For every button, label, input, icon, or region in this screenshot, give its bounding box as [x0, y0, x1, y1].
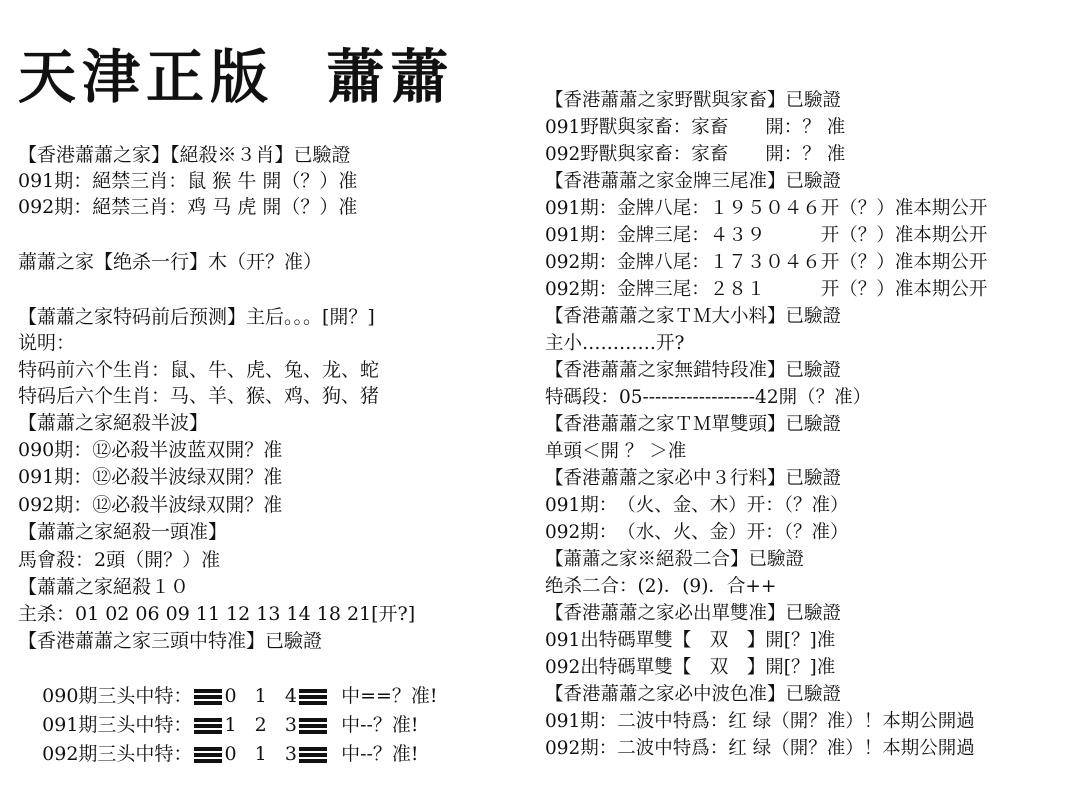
- left-line-2: 092期：絕禁三肖：鸡 马 虎 開（？）准: [18, 196, 358, 218]
- left-line-9: 090期：⑫必殺半波蓝双開？准: [18, 439, 283, 461]
- left-line-11: 092期：⑫必殺半波绿双開？准: [18, 494, 283, 516]
- left-line-6: 特码前六个生肖：鼠、牛、虎、兔、龙、蛇: [18, 359, 380, 381]
- right-line-19: 【香港蕭蕭之家必出單雙准】已驗證: [545, 603, 842, 624]
- head-num: 0: [224, 743, 237, 765]
- left-line-10: 091期：⑫必殺半波绿双開？准: [18, 466, 283, 488]
- right-line-4: 091期：金牌八尾：１９５０４６开（？）准本期公开: [545, 198, 988, 219]
- right-line-5: 091期：金牌三尾：４３９ 开（？）准本期公开: [545, 225, 988, 246]
- suffix: 中==？准!: [341, 685, 438, 707]
- right-line-7: 092期：金牌三尾：２８１ 开（？）准本期公开: [545, 279, 988, 300]
- left-line-7: 特码后六个生肖：马、羊、猴、鸡、狗、猪: [18, 385, 380, 407]
- right-line-22: 【香港蕭蕭之家必中波色准】已驗證: [545, 684, 842, 705]
- right-line-14: 【香港蕭蕭之家必中３行料】已驗證: [545, 468, 842, 489]
- head-num: 1: [254, 743, 267, 765]
- left-line-19: [18, 715, 419, 793]
- head-num: 3: [284, 714, 297, 736]
- left-line-3: 蕭蕭之家【绝杀一行】木（开？准）: [18, 251, 323, 273]
- head-num: 1: [254, 685, 267, 707]
- right-line-18: 绝杀二合：(2)．(9)．合++: [545, 576, 777, 597]
- head-num: 1: [224, 714, 237, 736]
- head-num: 2: [254, 714, 267, 736]
- left-line-13: 馬會殺：2頭（開？）准: [18, 549, 221, 571]
- right-line-1: 091野獸與家畜：家畜 開：？ 准: [545, 117, 846, 138]
- prefix: 092期三头中特：: [42, 743, 193, 765]
- right-line-21: 092出特碼單雙【 双 】開[？]准: [545, 657, 836, 678]
- left-line-12: 【蕭蕭之家絕殺一頭准】: [18, 521, 228, 543]
- right-line-2: 092野獸與家畜：家畜 開：？ 准: [545, 144, 846, 165]
- left-line-15: 主杀：01 02 06 09 11 12 13 14 18 21[开?]: [18, 603, 416, 625]
- stripe-block-icon: [194, 747, 222, 763]
- left-line-5: 说明：: [18, 332, 76, 354]
- right-line-12: 【香港蕭蕭之家ＴＭ單雙頭】已驗證: [545, 414, 842, 435]
- prefix: 090期三头中特：: [42, 685, 193, 707]
- page-title: 天津正版 蕭蕭: [18, 43, 455, 111]
- right-line-17: 【蕭蕭之家※絕殺二合】已驗證: [545, 549, 805, 570]
- left-line-4: 【蕭蕭之家特码前后预测】主后。。。[開？]: [18, 306, 375, 328]
- head-num: 0: [224, 685, 237, 707]
- stripe-block-icon: [299, 747, 327, 763]
- suffix: 中--？准!: [341, 743, 419, 765]
- right-line-8: 【香港蕭蕭之家ＴＭ大小料】已驗證: [545, 306, 842, 327]
- right-line-13: 单頭＜開 ？ ＞准: [545, 441, 687, 462]
- left-line-0: 【香港蕭蕭之家】【絕殺※３肖】已驗證: [18, 144, 351, 166]
- left-line-14: 【蕭蕭之家絕殺１０: [18, 576, 190, 598]
- right-line-11: 特碼段：05------------------42開（？准）: [545, 387, 872, 408]
- right-line-23: 091期：二波中特爲：红 绿（開？准）！本期公開過: [545, 711, 975, 732]
- right-line-15: 091期： （火、金、木）开：（？准）: [545, 495, 849, 516]
- head-num: 4: [284, 685, 297, 707]
- right-line-20: 091出特碼單雙【 双 】開[？]准: [545, 630, 836, 651]
- suffix: 中--？准!: [341, 714, 419, 736]
- left-line-8: 【蕭蕭之家絕殺半波】: [18, 412, 209, 434]
- prefix: 091期三头中特：: [42, 714, 193, 736]
- left-line-1: 091期：絕禁三肖：鼠 猴 牛 開（？）准: [18, 170, 358, 192]
- right-line-10: 【香港蕭蕭之家無錯特段准】已驗證: [545, 360, 842, 381]
- right-line-3: 【香港蕭蕭之家金牌三尾准】已驗證: [545, 171, 842, 192]
- right-line-24: 092期：二波中特爲：红 绿（開？准）！本期公開過: [545, 738, 975, 759]
- right-line-16: 092期： （水、火、金）开：（？准）: [545, 522, 849, 543]
- right-line-9: 主小…………开?: [545, 333, 685, 354]
- right-line-6: 092期：金牌八尾：１７３０４６开（？）准本期公开: [545, 252, 988, 273]
- head-num: 3: [284, 743, 297, 765]
- left-line-16: 【香港蕭蕭之家三頭中特准】已驗證: [18, 630, 323, 652]
- right-line-0: 【香港蕭蕭之家野獸與家畜】已驗證: [545, 90, 842, 111]
